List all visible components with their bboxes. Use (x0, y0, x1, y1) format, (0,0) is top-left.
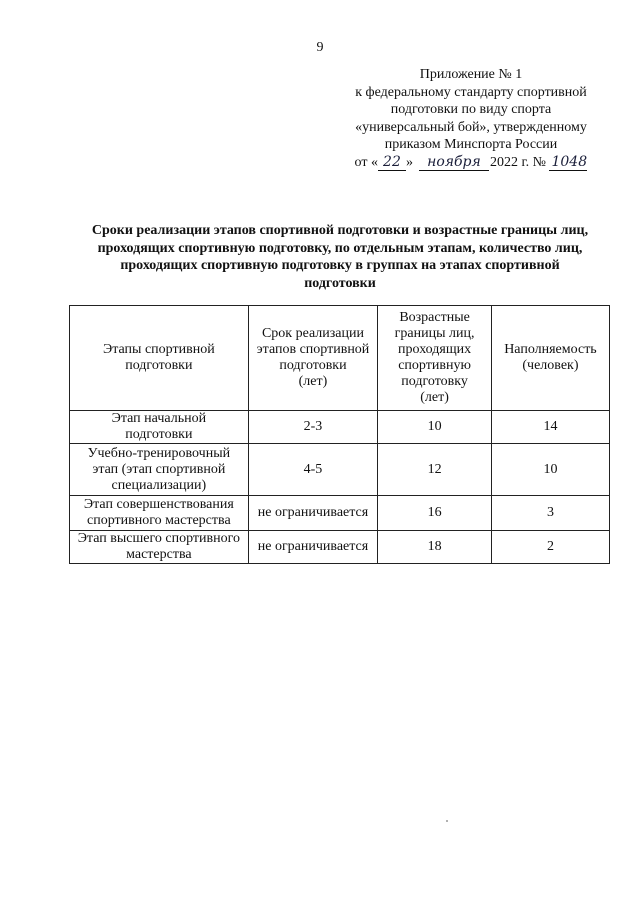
scan-speck (446, 820, 448, 822)
header-text: подготовки (125, 358, 193, 373)
capacity-cell: 3 (491, 496, 609, 531)
annex-date-line (340, 154, 602, 172)
capacity-cell: 2 (491, 531, 609, 564)
annex-line: Приложение № 1 (419, 67, 523, 82)
age-cell: 18 (378, 531, 492, 564)
age-cell: 16 (378, 496, 492, 531)
annex-line: приказом Минспорта России (384, 137, 558, 153)
age-cell: 10 (378, 411, 492, 444)
stage-text: Этап высшего спортивного (77, 531, 240, 546)
header-age (378, 306, 492, 411)
document-title (70, 222, 610, 292)
stages-table (69, 305, 610, 564)
stage-cell (70, 531, 249, 564)
header-text: Наполняемость (504, 342, 597, 357)
header-text: (человек) (522, 358, 579, 373)
stage-cell (70, 411, 249, 444)
stage-text: специализации) (111, 477, 207, 493)
stage-text: мастерства (126, 547, 192, 562)
duration-cell: не ограничивается (248, 496, 378, 531)
duration-cell: 4-5 (248, 444, 378, 496)
title-line: проходящих спортивную подготовку, по отдельным этапам, количество лиц, (97, 240, 583, 256)
stage-text: этап (этап спортивной (92, 461, 226, 477)
header-text: Срок реализации (261, 326, 364, 341)
header-text: спортивную (398, 358, 471, 373)
stage-text: Этап начальной (111, 411, 207, 426)
date-mid: » (405, 154, 413, 170)
title-line: проходящих спортивную подготовку в группах на этапах спортивной (120, 258, 560, 273)
stage-text: Учебно-тренировочный (87, 445, 231, 461)
age-cell: 12 (378, 444, 492, 496)
header-text: Возрастные (399, 310, 470, 325)
table-row (70, 531, 610, 564)
handwritten-day: 22 (378, 155, 406, 171)
table-header-row (70, 306, 610, 411)
duration-cell: не ограничивается (248, 531, 378, 564)
header-text: проходящих (398, 342, 472, 357)
title-line: Сроки реализации этапов спортивной подготовки и возрастные границы лиц, (91, 223, 589, 238)
annex-line: «универсальный бой», утвержденному (355, 119, 587, 135)
handwritten-order-number: 1048 (551, 153, 588, 170)
header-text: (лет) (420, 390, 449, 405)
capacity-cell: 14 (491, 411, 609, 444)
stage-cell (70, 444, 249, 496)
stage-text: подготовки (125, 427, 193, 442)
capacity-cell: 10 (491, 444, 609, 496)
stage-text: спортивного мастерства (87, 513, 231, 528)
stage-text: Этап совершенствования (83, 497, 234, 512)
header-text: Этапы спортивной (103, 342, 215, 357)
duration-cell: 2-3 (248, 411, 378, 444)
handwritten-month: ноября (419, 155, 489, 171)
date-prefix: от « (354, 154, 378, 170)
title-line: подготовки (304, 275, 376, 291)
header-text: подготовки (279, 358, 347, 373)
header-text: подготовку (401, 374, 468, 389)
table-row (70, 444, 610, 496)
header-text: этапов спортивной (256, 342, 370, 357)
annex-line: к федеральному стандарту спортивной (355, 84, 587, 100)
header-duration (248, 306, 378, 411)
header-text: границы лиц, (394, 326, 475, 341)
annex-block (340, 66, 602, 172)
annex-line: подготовки по виду спорта (390, 102, 552, 118)
stage-cell (70, 496, 249, 531)
page-number: 9 (316, 40, 324, 55)
header-capacity (491, 306, 609, 411)
header-text: (лет) (298, 374, 328, 389)
table-row (70, 411, 610, 444)
table-row (70, 496, 610, 531)
date-year: 2022 г. № (489, 154, 546, 170)
header-stages (70, 306, 249, 411)
